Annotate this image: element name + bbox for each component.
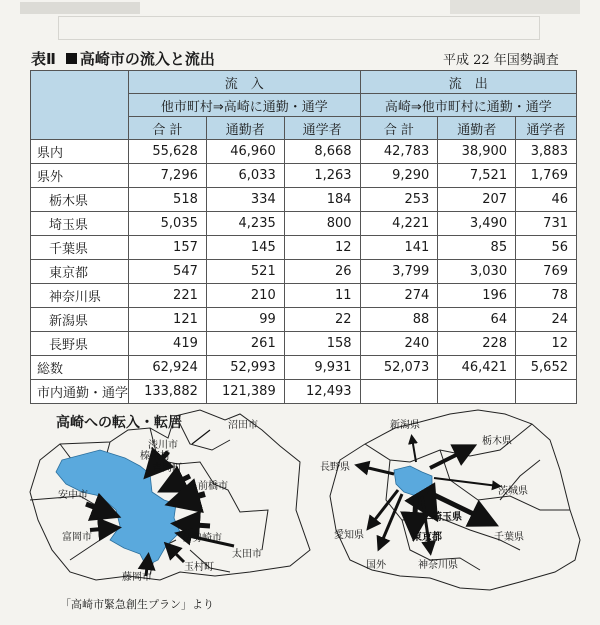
cell-out-school: 1,769 [516, 164, 577, 188]
label-ota: 太田市 [232, 549, 262, 560]
cell-in-commute: 46,960 [206, 140, 284, 164]
cell-out-commute: 7,521 [438, 164, 516, 188]
label-chiba: 千葉県 [494, 532, 524, 543]
leader-numata [192, 430, 210, 444]
cell-in-school: 12 [284, 236, 360, 260]
label-tochigi: 栃木県 [482, 436, 512, 447]
cell-in-total: 157 [129, 236, 207, 260]
cell-out-total: 141 [360, 236, 438, 260]
survey-source: 平成 22 年国勢調査 [443, 53, 559, 68]
table-row [31, 332, 577, 356]
prefecture-boundary [440, 450, 570, 510]
table-row [31, 308, 577, 332]
col-out-commuters: 通勤者 [438, 117, 516, 140]
row-label: 長野県 [31, 332, 129, 356]
table-row [31, 212, 577, 236]
label-aichi: 愛知県 [334, 530, 364, 541]
cell-in-school: 1,263 [284, 164, 360, 188]
cell-out-school: 731 [516, 212, 577, 236]
label-saitama: 埼玉県 [432, 512, 462, 523]
cell-out-total: 253 [360, 188, 438, 212]
flow-table [30, 70, 577, 404]
col-out-students: 通学者 [516, 117, 577, 140]
label-nagano: 長野県 [320, 462, 350, 473]
cell-in-commute: 521 [206, 260, 284, 284]
cell-in-school: 800 [284, 212, 360, 236]
cell-in-school: 22 [284, 308, 360, 332]
background-ghost-text [20, 0, 580, 42]
municipal-boundary [176, 416, 230, 450]
label-tomioka: 富岡市 [62, 532, 92, 543]
table-title [31, 48, 215, 69]
label-tokyo: 東京都 [412, 532, 442, 543]
label-yoshioka: 吉岡町 [152, 463, 182, 474]
table-row [31, 260, 577, 284]
table-row [31, 356, 577, 380]
cell-in-commute: 121,389 [206, 380, 284, 404]
arrow-tamamura [168, 546, 184, 562]
cell-in-total: 7,296 [129, 164, 207, 188]
source-caption: 「高崎市緊急創生プラン」より [60, 598, 214, 611]
label-maebashi: 前橋市 [198, 481, 228, 492]
label-kokugai: 国外 [366, 560, 386, 571]
cell-out-total: 3,799 [360, 260, 438, 284]
label-isesaki: 伊勢崎市 [182, 533, 222, 544]
label-shibukawa: 渋川市 [148, 440, 178, 451]
cell-in-commute: 334 [206, 188, 284, 212]
label-fujioka: 藤岡市 [122, 572, 152, 583]
row-label: 栃木県 [31, 188, 129, 212]
cell-out-commute: 3,030 [438, 260, 516, 284]
row-label: 埼玉県 [31, 212, 129, 236]
arrow-tochigi [430, 448, 470, 468]
cell-out-school: 3,883 [516, 140, 577, 164]
table-row [31, 164, 577, 188]
cell-out-commute: 64 [438, 308, 516, 332]
cell-in-school: 158 [284, 332, 360, 356]
cell-out-school: 12 [516, 332, 577, 356]
label-kanagawa: 神奈川県 [418, 560, 458, 571]
table-label: 表Ⅱ [31, 50, 56, 68]
cell-out-total: 88 [360, 308, 438, 332]
cell-out-school: 769 [516, 260, 577, 284]
header-corner [31, 71, 129, 140]
cell-in-commute: 6,033 [206, 164, 284, 188]
col-in-total: 合 計 [129, 117, 207, 140]
table-row [31, 140, 577, 164]
cell-in-commute: 99 [206, 308, 284, 332]
right-map [320, 410, 580, 590]
row-label: 総数 [31, 356, 129, 380]
cell-in-total: 62,924 [129, 356, 207, 380]
outflow-subheader: 高崎⇒他市町村に通勤・通学 [360, 94, 576, 117]
cell-in-commute: 4,235 [206, 212, 284, 236]
inflow-subheader: 他市町村⇒高崎に通勤・通学 [129, 94, 361, 117]
cell-out-commute: 207 [438, 188, 516, 212]
cell-in-school: 26 [284, 260, 360, 284]
cell-out-commute: 46,421 [438, 356, 516, 380]
cell-in-total: 133,882 [129, 380, 207, 404]
cell-out-school: 24 [516, 308, 577, 332]
square-bullet-icon [66, 53, 77, 64]
cell-in-school: 9,931 [284, 356, 360, 380]
cell-out-total: 4,221 [360, 212, 438, 236]
row-label: 県内 [31, 140, 129, 164]
table-row [31, 188, 577, 212]
cell-out-commute: 228 [438, 332, 516, 356]
arrow-annaka [86, 504, 112, 514]
cell-out-total: 240 [360, 332, 438, 356]
table-row [31, 284, 577, 308]
cell-in-total: 547 [129, 260, 207, 284]
label-numata: 沼田市 [228, 420, 258, 431]
row-label: 県外 [31, 164, 129, 188]
label-shinto: 榛東村 [140, 451, 170, 462]
cell-out-commute: 196 [438, 284, 516, 308]
cell-out-school: 5,652 [516, 356, 577, 380]
row-label: 神奈川県 [31, 284, 129, 308]
cell-in-total: 221 [129, 284, 207, 308]
cell-out-total: 52,073 [360, 356, 438, 380]
cell-out-total: 42,783 [360, 140, 438, 164]
row-label: 新潟県 [31, 308, 129, 332]
cell-out-commute: 85 [438, 236, 516, 260]
cell-out-school: 56 [516, 236, 577, 260]
cell-in-school: 8,668 [284, 140, 360, 164]
arrow-tokyo [414, 496, 416, 532]
label-annaka: 安中市 [58, 490, 88, 501]
cell-in-school: 184 [284, 188, 360, 212]
table-body [31, 140, 577, 404]
cell-out-school: 78 [516, 284, 577, 308]
cell-in-commute: 145 [206, 236, 284, 260]
cell-out-commute: 38,900 [438, 140, 516, 164]
cell-in-commute: 52,993 [206, 356, 284, 380]
cell-out-commute: 3,490 [438, 212, 516, 236]
col-in-students: 通学者 [284, 117, 360, 140]
cell-in-commute: 261 [206, 332, 284, 356]
outflow-header: 流 出 [360, 71, 576, 94]
row-label: 千葉県 [31, 236, 129, 260]
arrow-aichi [370, 490, 398, 526]
cell-in-school: 12,493 [284, 380, 360, 404]
arrow-tomioka [90, 528, 114, 530]
cell-in-total: 5,035 [129, 212, 207, 236]
map-title: 高崎への転入・転居 [56, 415, 182, 431]
cell-in-school: 11 [284, 284, 360, 308]
arrow-niigata [412, 438, 416, 462]
arrow-kokugai [380, 494, 402, 546]
row-label: 東京都 [31, 260, 129, 284]
label-tamamura: 玉村町 [184, 562, 214, 573]
label-ibaraki: 茨城県 [498, 486, 528, 497]
label-niigata: 新潟県 [390, 420, 420, 431]
cell-in-commute: 210 [206, 284, 284, 308]
arrow-maebashi [176, 494, 205, 502]
cell-out-total: 9,290 [360, 164, 438, 188]
row-label: 市内通勤・通学 [31, 380, 129, 404]
col-out-total: 合 計 [360, 117, 438, 140]
cell-in-total: 55,628 [129, 140, 207, 164]
takasaki-city-area [394, 466, 432, 496]
col-in-commuters: 通勤者 [206, 117, 284, 140]
maps [0, 400, 600, 600]
cell-out-school: 46 [516, 188, 577, 212]
table-row [31, 236, 577, 260]
inflow-header: 流 入 [129, 71, 361, 94]
cell-in-total: 518 [129, 188, 207, 212]
cell-in-total: 121 [129, 308, 207, 332]
arrow-shinto [166, 476, 190, 488]
cell-out-total: 274 [360, 284, 438, 308]
left-map [30, 410, 310, 583]
cell-in-total: 419 [129, 332, 207, 356]
arrow-isesaki [180, 524, 210, 526]
arrow-ibaraki [434, 478, 498, 486]
table-title-text: 高崎市の流入と流出 [79, 50, 215, 68]
